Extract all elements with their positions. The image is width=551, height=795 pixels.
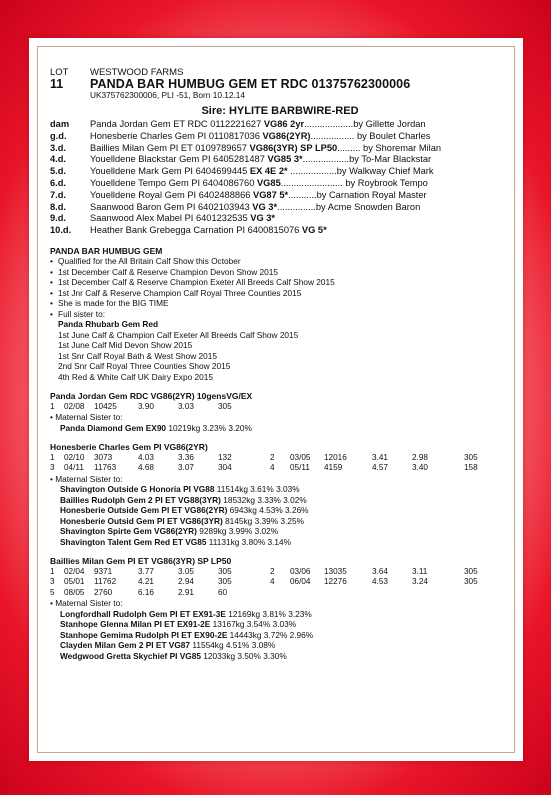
pedigree-row: [50, 225, 510, 237]
record-cell: 158: [464, 463, 478, 473]
record-cell: 2760: [94, 587, 113, 597]
sister-production: 9289kg 3.99% 3.02%: [196, 526, 279, 537]
ancestor-name: Youelldene Mark Gem PI 6404699445: [90, 166, 250, 177]
record-cell: 305: [464, 452, 478, 462]
lot-label: LOT: [50, 67, 69, 78]
pedigree-row: [50, 190, 510, 202]
pedigree-row: [50, 166, 510, 178]
record-cell: 04/11: [64, 463, 84, 473]
catalogue-page: [29, 38, 523, 761]
registration-line: UK375762300006, PLI -51, Born 10.12.14: [90, 90, 245, 100]
humbug-section: [50, 246, 510, 383]
pedigree-row: [50, 202, 510, 214]
pedigree-generation: 3.d.: [50, 142, 67, 153]
sister-name: Wedgwood Gretta Skychief PI VG85: [60, 650, 201, 661]
record-cell: 305: [218, 577, 232, 587]
lot-number: 11: [50, 76, 64, 91]
section-title: PANDA BAR HUMBUG GEM: [50, 245, 163, 256]
achievement-item: • 1st December Calf & Reserve Champion Exeter All Breeds Calf Show 2015: [50, 277, 510, 288]
pedigree-generation: 7.d.: [50, 189, 67, 200]
sister-name: Stanhope Gemima Rudolph PI ET EX90-2E: [60, 629, 228, 640]
ancestor-name: Baillies Milan Gem PI ET 0109789657: [90, 142, 250, 153]
record-cell: 3.07: [178, 463, 194, 473]
sister-name: Clayden Milan Gem 2 PI ET VG87: [60, 640, 191, 651]
record-cell: 2: [270, 566, 275, 576]
record-cell: 9371: [94, 566, 113, 576]
record-cell: 03/06: [290, 566, 311, 576]
record-cell: 05/11: [290, 463, 310, 473]
lot-title-row: [50, 76, 510, 91]
classification: VG87 5*: [253, 189, 289, 200]
record-cell: 305: [218, 566, 232, 576]
record-cell: [324, 588, 372, 599]
ancestor-name: Heather Bank Grebegga Carnation PI 6400815076: [90, 225, 302, 236]
record-cell: 02/10: [64, 452, 85, 462]
record-cell: 12276: [324, 577, 347, 587]
record-cell: 08/05: [64, 587, 85, 597]
maternal-sister-row: [50, 505, 510, 516]
sister-name: Shavington Talent Gem Red ET VG85: [60, 536, 207, 547]
lactation-row: [50, 567, 510, 578]
record-cell: [270, 402, 290, 413]
sister-name: Baillies Rudolph Gem 2 PI ET VG88(3YR): [60, 494, 221, 505]
classification: VG86 2yr: [263, 119, 305, 129]
ancestor-name: Youelldene Blackstar Gem PI 6405281487: [90, 154, 268, 165]
record-cell: 3.24: [412, 577, 428, 587]
sister-name: Shavington Spirte Gem VG86(2YR): [60, 526, 197, 537]
maternal-sister-row: [50, 609, 510, 620]
classification: VG 3*: [250, 213, 276, 224]
sister-name: Longfordhall Rudolph Gem PI ET EX91-3E: [60, 608, 226, 619]
pedigree-entry: [90, 131, 510, 143]
record-cell: [324, 402, 372, 413]
pedigree-entry: [90, 119, 510, 131]
maternal-sister-row: [50, 619, 510, 630]
sire-of-ancestor: ......... by Shoremar Milan: [337, 142, 442, 153]
record-cell: 3.77: [138, 566, 154, 576]
record-cell: [372, 588, 412, 599]
record-cell: 4.53: [372, 577, 388, 587]
ancestor-name: Youelldene Royal Gem PI 6402488866: [90, 189, 253, 200]
classification: EX 4E 2*: [249, 166, 288, 177]
sister-production: 12169kg 3.81% 3.23%: [225, 608, 312, 619]
record-cell: 2.98: [412, 452, 428, 462]
record-cell: 304: [218, 463, 232, 473]
pedigree-entry: [90, 178, 510, 190]
sister-production: 18532kg 3.33% 3.02%: [220, 494, 307, 505]
sister-win-item: 1st June Calf & Champion Calf Exeter All Breeds Calf Show 2015: [58, 329, 299, 340]
section-title: Panda Jordan Gem RDC VG86(2YR) 10gensVG/EX: [50, 391, 253, 402]
record-cell: [372, 402, 412, 413]
record-cell: 11762: [94, 577, 117, 587]
maternal-sister-label: • Maternal Sister to:: [50, 412, 123, 423]
great-granddam-section: [50, 556, 510, 661]
record-cell: [412, 402, 464, 413]
record-cell: 3: [50, 577, 55, 587]
sire-of-ancestor: ..................by Walkway Chief Mark: [287, 166, 434, 177]
classification: VG85: [256, 177, 281, 188]
maternal-sister-row: [50, 537, 510, 548]
pedigree-entry: [90, 225, 510, 237]
pedigree-generation: 4.d.: [50, 154, 67, 165]
classification: VG86(3YR) SP LP50: [249, 142, 338, 153]
lot-content: [50, 68, 510, 661]
lactation-row: [50, 588, 510, 599]
sister-win-item: 4th Red & White Calf UK Dairy Expo 2015: [58, 371, 213, 382]
achievement-item: • 1st December Calf & Reserve Champion Devon Show 2015: [50, 267, 510, 278]
sister-name: Honesberie Outside Gem PI ET VG86(2YR): [60, 505, 228, 516]
record-cell: 10425: [94, 401, 117, 411]
granddam-section: [50, 442, 510, 547]
record-cell: 305: [218, 401, 232, 411]
record-cell: 3.11: [412, 566, 428, 576]
pedigree-entry: [90, 202, 510, 214]
sister-production: 12033kg 3.50% 3.30%: [200, 650, 287, 661]
maternal-sister-row: [50, 651, 510, 662]
sister-production: 14443kg 3.72% 2.96%: [227, 629, 314, 640]
farm-name: WESTWOOD FARMS: [90, 67, 184, 78]
sister-name: Panda Diamond Gem EX90: [60, 422, 167, 433]
animal-name: PANDA BAR HUMBUG GEM ET RDC 01375762300006: [90, 76, 411, 91]
record-cell: 132: [218, 452, 232, 462]
record-cell: 05/01: [64, 577, 85, 587]
record-cell: 4: [270, 463, 275, 473]
record-cell: 3.90: [138, 401, 154, 411]
record-cell: [412, 588, 464, 599]
sister-win-item: 1st June Calf Mid Devon Show 2015: [58, 340, 193, 351]
ancestor-name: Saanwood Baron Gem PI 6402103943: [90, 201, 253, 212]
record-cell: 305: [464, 577, 478, 587]
pedigree-generation: 9.d.: [50, 213, 67, 224]
achievement-list: [50, 256, 510, 319]
lactation-row: [50, 577, 510, 588]
record-cell: 06/04: [290, 577, 311, 587]
ancestor-name: Honesberie Charles Gem PI 0110817036: [90, 130, 263, 141]
pedigree-entry: [90, 190, 510, 202]
sister-production: 13167kg 3.54% 3.03%: [210, 619, 297, 630]
sister-production: 11131kg 3.80% 3.14%: [206, 536, 292, 547]
record-cell: 02/08: [64, 401, 85, 411]
maternal-sister-label: • Maternal Sister to:: [50, 598, 123, 609]
sister-name: Shavington Outside G Honoria PI VG88: [60, 484, 215, 495]
record-cell: 13035: [324, 566, 347, 576]
pedigree-generation: 6.d.: [50, 177, 67, 188]
dam-section: [50, 391, 510, 433]
maternal-sister-row: [50, 495, 510, 506]
achievement-item: • Full sister to:: [50, 309, 510, 320]
sister-win-item: 1st Snr Calf Royal Bath & West Show 2015: [58, 350, 217, 361]
pedigree-row: [50, 131, 510, 143]
sister-name: Stanhope Glenna Milan PI ET EX91-2E: [60, 619, 211, 630]
record-cell: 3.40: [412, 463, 428, 473]
lactation-row: [50, 402, 510, 413]
classification: VG 3*: [252, 201, 278, 212]
ancestor-name: Youelldene Tempo Gem PI 6404086760: [90, 177, 257, 188]
sire-of-ancestor: ................. by Boulet Charles: [310, 130, 431, 141]
section-title: Honesberie Charles Gem PI VG86(2YR): [50, 442, 208, 453]
sister-win-item: 2nd Snr Calf Royal Three Counties Show 2015: [58, 361, 231, 372]
maternal-sister-label: • Maternal Sister to:: [50, 473, 123, 484]
pedigree-entry: [90, 143, 510, 155]
pedigree-entry: [90, 166, 510, 178]
maternal-sister-row: [50, 526, 510, 537]
record-cell: 3073: [94, 452, 113, 462]
record-cell: 5: [50, 587, 55, 597]
lactation-row: [50, 463, 510, 474]
record-cell: 1: [50, 566, 55, 576]
section-title: Baillies Milan Gem PI ET VG86(3YR) SP LP50: [50, 556, 232, 567]
sister-production: 6943kg 4.53% 3.26%: [227, 505, 309, 516]
record-cell: [290, 402, 324, 413]
record-cell: 02/04: [64, 566, 85, 576]
record-cell: 2.94: [178, 577, 194, 587]
sister-production: 11554kg 4.51% 3.08%: [190, 640, 276, 651]
pedigree-entry: [90, 154, 510, 166]
lactation-row: [50, 453, 510, 464]
sire-of-ancestor: ........................ by Roybrook Tempo: [280, 177, 428, 188]
sire-of-ancestor: ...................by Gillette Jordan: [304, 119, 426, 129]
sister-wins-list: [50, 330, 510, 383]
record-cell: 1: [50, 401, 55, 411]
record-cell: 6.16: [138, 587, 154, 597]
classification: VG86(2YR): [262, 130, 311, 141]
achievement-item: • She is made for the BIG TIME: [50, 298, 510, 309]
sister-production: 10219kg 3.23% 3.20%: [166, 422, 252, 433]
record-cell: 4: [270, 577, 275, 587]
sire-heading: Sire: HYLITE BARBWIRE-RED: [201, 104, 359, 117]
sister-production: 8145kg 3.39% 3.25%: [222, 515, 304, 526]
record-cell: 4.57: [372, 463, 388, 473]
record-cell: 4159: [324, 463, 343, 473]
record-cell: 4.68: [138, 463, 154, 473]
record-cell: 1: [50, 452, 55, 462]
classification: VG85 3*: [267, 154, 303, 165]
record-cell: 03/05: [290, 452, 311, 462]
sire-of-ancestor: ..................by To-Mar Blackstar: [302, 154, 432, 165]
record-cell: [464, 588, 494, 599]
pedigree-row: [50, 213, 510, 225]
classification: VG 5*: [301, 225, 327, 236]
record-cell: 11763: [94, 463, 117, 473]
record-cell: 60: [218, 587, 228, 597]
maternal-sister-row: [50, 484, 510, 495]
record-cell: 3.05: [178, 566, 194, 576]
pedigree-row: [50, 143, 510, 155]
pedigree-generation: dam: [50, 119, 70, 129]
maternal-sister-row: [50, 516, 510, 527]
pedigree-generation: 8.d.: [50, 201, 67, 212]
record-cell: [464, 402, 494, 413]
record-cell: 305: [464, 566, 478, 576]
sire-of-ancestor: ...............by Acme Snowden Baron: [277, 201, 421, 212]
record-cell: 3: [50, 463, 55, 473]
full-sister-name: Panda Rhubarb Gem Red: [58, 319, 159, 330]
pedigree-row: [50, 178, 510, 190]
record-cell: 3.41: [372, 452, 388, 462]
pedigree-generation: 10.d.: [50, 225, 72, 236]
pedigree-row: [50, 119, 510, 131]
record-cell: 3.64: [372, 566, 388, 576]
record-cell: 2.91: [178, 587, 194, 597]
record-cell: [270, 588, 290, 599]
record-cell: 4.03: [138, 452, 154, 462]
record-cell: 2: [270, 452, 275, 462]
pedigree-row: [50, 154, 510, 166]
record-cell: 3.36: [178, 452, 194, 462]
sire-of-ancestor: ...........by Carnation Royal Master: [288, 189, 427, 200]
record-cell: 4.21: [138, 577, 154, 587]
maternal-sister-row: [50, 640, 510, 651]
sister-production: 11514kg 3.61% 3.03%: [214, 484, 300, 495]
pedigree-list: [50, 119, 510, 237]
record-cell: 12016: [324, 452, 347, 462]
record-cell: 3.03: [178, 401, 194, 411]
ancestor-name: Panda Jordan Gem ET RDC 0112221627: [90, 119, 264, 129]
achievement-item: • 1st Jnr Calf & Reserve Champion Calf Royal Three Counties 2015: [50, 288, 510, 299]
pedigree-generation: g.d.: [50, 130, 67, 141]
maternal-sister-row: [50, 423, 510, 434]
maternal-sister-row: [50, 630, 510, 641]
record-cell: [290, 588, 324, 599]
pedigree-generation: 5.d.: [50, 166, 67, 177]
pedigree-entry: [90, 213, 510, 225]
achievement-item: • Qualified for the All Britain Calf Show this October: [50, 256, 510, 267]
ancestor-name: Saanwood Alex Mabel PI 6401232535: [90, 213, 251, 224]
sister-name: Honesberie Outsid Gem PI ET VG86(3YR): [60, 515, 223, 526]
